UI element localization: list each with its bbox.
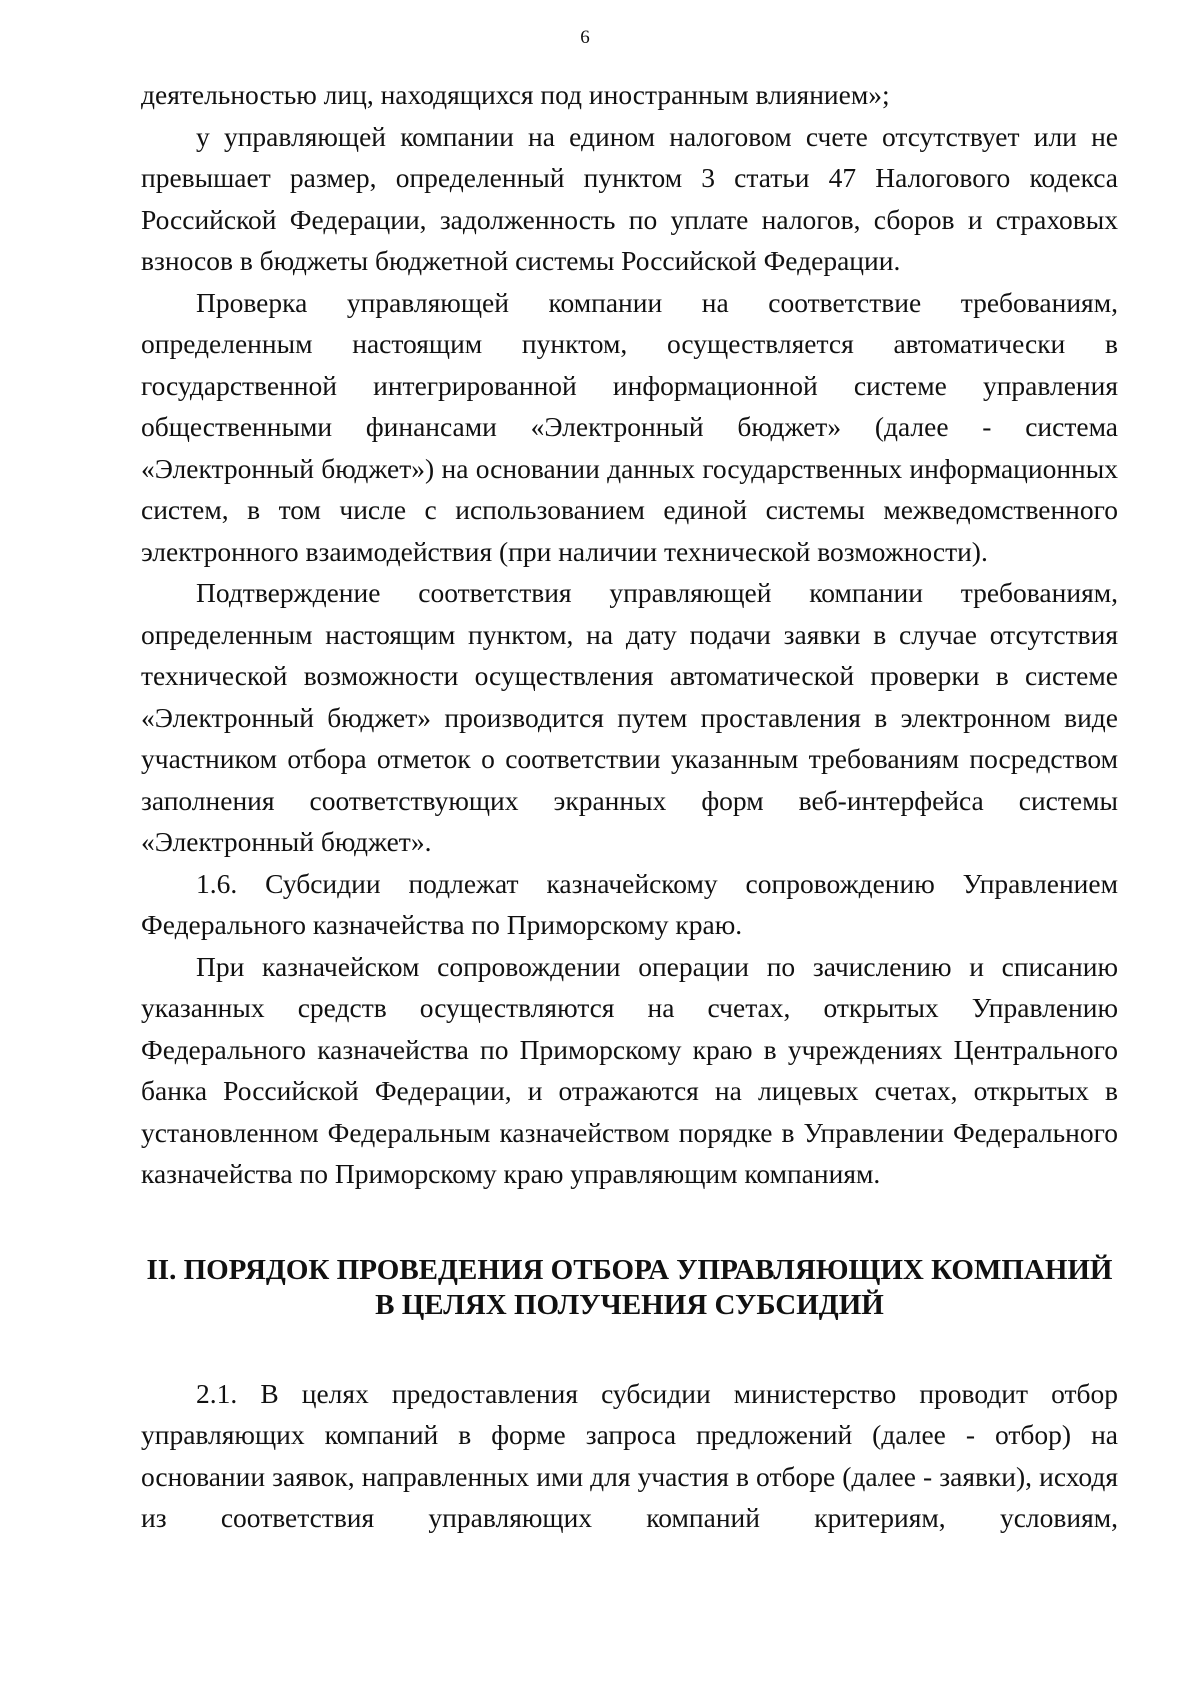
document-body [141,74,1118,1539]
paragraph-treasury-support: 1.6. Субсидии подлежат казначейскому сопровождению Управлением Федерального казначейства по Приморскому краю. [141,867,1118,940]
paragraph-automatic-check: Проверка управляющей компании на соответствие требованиям, определенным настоящим пунктом, осуществляется автоматически в государственной интегрированной информационной системе управления общественными финансами «Электронный бюджет» (далее - система «Электронный бюджет») на основании данных государственных информационных систем, в том числе с использованием единой системы межведомственного электронного взаимодействия (при наличии технической возможности). [141,286,1118,567]
paragraph-selection-procedure: 2.1. В целях предоставления субсидии министерство проводит отбор управляющих компаний в форме запроса предложений (далее - отбор) на основании заявок, направленных ими для участия в отборе (далее - заявки), исходя из соответствия управляющих компаний критериям, условиям, [141,1377,1118,1533]
paragraph-tax-debt-requirement: у управляющей компании на едином налоговом счете отсутствует или не превышает размер, определенный пунктом 3 статьи 47 Налогового кодекса Российской Федерации, задолженность по уплате налогов, сборов и страховых взносов в бюджеты бюджетной системы Российской Федерации. [141,120,1118,276]
section-heading-line-1: II. ПОРЯДОК ПРОВЕДЕНИЯ ОТБОРА УПРАВЛЯЮЩИХ КОМПАНИЙ [146,1253,1113,1286]
paragraph-continuation: деятельностью лиц, находящихся под иностранным влиянием»; [141,79,890,110]
paragraph-manual-confirmation: Подтверждение соответствия управляющей компании требованиям, определенным настоящим пунктом, на дату подачи заявки в случае отсутствия технической возможности осуществления автоматической проверки в системе «Электронный бюджет» производится путем проставления в электронном виде участником отбора отметок о соответствии указанным требованиям посредством заполнения соответствующих экранных форм веб-интерфейса системы «Электронный бюджет». [141,577,1118,857]
paragraph-treasury-operations: При казначейском сопровождении операции по зачислению и списанию указанных средств осуществляются на счетах, открытых Управлению Федерального казначейства по Приморскому краю в учреждениях Центрального банка Российской Федерации, и отражаются на лицевых счетах, открытых в установленном Федеральным казначейством порядке в Управлении Федерального казначейства по Приморскому краю управляющим компаниям. [141,950,1118,1189]
section-heading-line-2: В ЦЕЛЯХ ПОЛУЧЕНИЯ СУБСИДИЙ [375,1288,884,1321]
page-number: 6 [580,27,590,48]
section-heading [141,1253,1118,1323]
